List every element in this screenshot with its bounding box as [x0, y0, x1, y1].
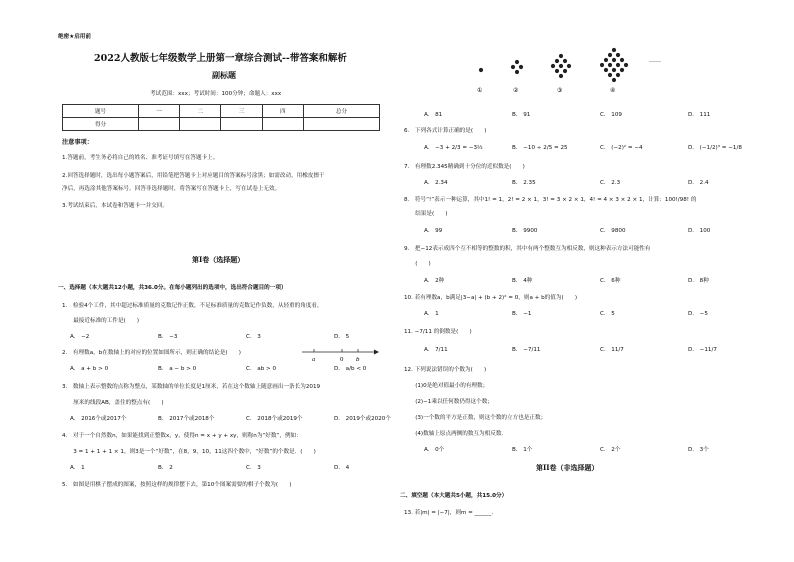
score-header: 二 — [180, 105, 221, 118]
part2-heading: 第II卷（非选择题） — [536, 463, 599, 472]
q2-option-c[interactable]: C. ab > 0 — [246, 366, 277, 372]
q13-stem[interactable]: 13. 若|m| = |−7|，则m = ______. — [404, 510, 494, 516]
q6-option-a[interactable]: A. −3 + 2/3 = −3⅔ — [424, 145, 483, 151]
note-line: 净后，再选涂其他答案标号。回答非选择题时，将答案写在答题卡上，写在试卷上无效。 — [62, 186, 281, 192]
q2-option-b[interactable]: B. a − b > 0 — [158, 366, 197, 372]
q12-statement: (3)一个数的平方是正数，则这个数的立方也是正数； — [404, 415, 547, 421]
pattern-2 — [511, 60, 523, 74]
q4-options — [70, 465, 422, 472]
q12-statement: (4)数轴上原点两侧的数互为相反数． — [404, 431, 508, 437]
q3-option-d[interactable]: D. 2019个或2020个 — [334, 416, 391, 422]
q10-options — [424, 311, 776, 318]
q8-option-a[interactable]: A. 99 — [424, 228, 443, 234]
q11-option-c[interactable]: C. 11/7 — [600, 347, 624, 353]
q1-option-b[interactable]: B. −3 — [158, 334, 178, 340]
figure-label-3: ③ — [557, 87, 563, 94]
q4-option-c[interactable]: C. 3 — [246, 465, 261, 471]
score-cell[interactable] — [303, 118, 379, 131]
q3-option-b[interactable]: B. 2017个或2018个 — [158, 416, 215, 422]
q9-option-a[interactable]: A. 2种 — [424, 278, 445, 284]
q12-stem: 12. 下列说法错误的个数为( ) — [404, 367, 487, 373]
q9-options — [424, 278, 776, 285]
q7-options — [424, 180, 776, 187]
q5-option-c[interactable]: C. 109 — [600, 112, 622, 118]
q11-stem: 11. −7/11 的倒数是( ) — [404, 329, 472, 335]
q8-stem: 结果是( ) — [404, 211, 448, 217]
part1-heading: 第I卷（选择题） — [192, 255, 245, 264]
q7-option-d[interactable]: D. 2.4 — [688, 180, 709, 186]
q9-option-d[interactable]: D. 8种 — [688, 278, 709, 284]
number-line-figure — [300, 345, 380, 363]
q6-stem: 6. 下列各式计算正确的是( ) — [404, 128, 487, 134]
axis-label-0: 0 — [340, 357, 344, 363]
q2-options — [70, 366, 422, 373]
exam-title: 2022人教版七年级数学上册第一章综合测试--带答案和解析 — [94, 53, 347, 64]
q3-stem: 厘米的线段AB，盖住的整点有( ) — [62, 400, 164, 406]
q8-option-c[interactable]: C. 9800 — [600, 228, 626, 234]
q1-stem: 最接近标准的工件是( ) — [62, 318, 140, 324]
q11-option-a[interactable]: A. 7/11 — [424, 347, 448, 353]
note-line: 3.考试结束后，本试卷和答题卡一并交回。 — [62, 203, 169, 209]
score-header: 总分 — [303, 105, 379, 118]
note-line: 2.回答选择题时，选出每小题答案后，用铅笔把答题卡上对应题目的答案标号涂黑；如需改动，用橡皮擦干 — [62, 173, 325, 179]
q11-option-d[interactable]: D. −11/7 — [688, 347, 717, 353]
q12-option-a[interactable]: A. 0个 — [424, 447, 445, 453]
note-line: 1.答题前，考生务必将自己的姓名、准考证号填写在答题卡上。 — [62, 155, 219, 161]
pattern-1 — [479, 68, 483, 72]
section2-heading: 二、填空题（本大题共5小题，共15.0分） — [400, 493, 508, 499]
q9-stem: ( ) — [404, 261, 431, 267]
q5-stem: 5. 如图是用棋子摆成的图案，按照这样的规律摆下去，第10个图案需要的棋子个数为( ) — [62, 482, 292, 488]
q7-option-a[interactable]: A. 2.34 — [424, 180, 448, 186]
q5-options — [424, 112, 776, 119]
q2-option-a[interactable]: A. a + b > 0 — [70, 366, 109, 372]
score-cell[interactable] — [180, 118, 221, 131]
q7-stem: 7. 有理数2.345精确到十分位的近似数是( ) — [404, 164, 525, 170]
q9-option-c[interactable]: C. 6种 — [600, 278, 621, 284]
score-header: 三 — [221, 105, 262, 118]
q12-option-c[interactable]: C. 2个 — [600, 447, 621, 453]
q3-stem: 3. 数轴上表示整数的点称为整点，某数轴的单位长度是1厘米，若在这个数轴上随意画出一条长为2019 — [62, 384, 321, 390]
figure-label-2: ② — [513, 87, 519, 94]
section1-heading: 一、选择题（本大题共12小题，共36.0分。在每小题列出的选项中，选出符合题目的一项） — [58, 285, 287, 291]
exam-info: 考试范围：xxx；考试时间：100分钟；命题人：xxx — [150, 91, 282, 97]
notes-heading: 注意事项： — [62, 139, 93, 146]
q12-option-b[interactable]: B. 1个 — [512, 447, 533, 453]
q10-option-d[interactable]: D. −5 — [688, 311, 708, 317]
q12-statement: (2)−1乘以任何数仍得这个数； — [404, 399, 493, 405]
q9-stem: 9. 把−12表示成四个互不相等的整数的积，其中有两个整数互为相反数，则这种表示方法可能性有 — [404, 246, 651, 252]
q8-option-b[interactable]: B. 9900 — [512, 228, 538, 234]
score-cell[interactable] — [139, 118, 180, 131]
q12-options — [424, 447, 776, 454]
axis-label-a: a — [312, 357, 316, 363]
q6-option-c[interactable]: C. (−2)² = −4 — [600, 145, 643, 151]
q6-options — [424, 145, 776, 152]
score-cell[interactable] — [221, 118, 262, 131]
q11-options — [424, 347, 776, 354]
q1-option-a[interactable]: A. −2 — [70, 334, 90, 340]
q3-option-c[interactable]: C. 2018个或2019个 — [246, 416, 303, 422]
q1-option-d[interactable]: D. 5 — [334, 334, 350, 340]
q12-statement: (1)0是绝对值最小的有理数； — [404, 383, 489, 389]
score-table — [62, 104, 380, 131]
q2-stem: 2. 有理数a，b在数轴上的对应的位置如图所示，则正确的结论是( ) — [62, 350, 241, 356]
q8-stem: 8. 符号“!”表示一种运算，其中1! = 1，2! = 2 × 1，3! = 3 × 2 × 1，4! = 4 × 3 × 2 × 1，计算：100!/98! 的 — [404, 197, 697, 203]
q11-option-b[interactable]: B. −7/11 — [512, 347, 541, 353]
q8-option-d[interactable]: D. 100 — [688, 228, 711, 234]
q3-options — [70, 416, 422, 423]
q1-options — [70, 334, 422, 341]
q7-option-c[interactable]: C. 2.3 — [600, 180, 621, 186]
q4-stem: 4. 对于一个自然数n，如果能找到正整数x，y，使得n = x + y + xy，则称n为“好数”，例如： — [62, 433, 302, 439]
q4-option-a[interactable]: A. 1 — [70, 465, 85, 471]
score-header: 四 — [262, 105, 303, 118]
q5-option-d[interactable]: D. 111 — [688, 112, 711, 118]
q10-option-b[interactable]: B. −1 — [512, 311, 532, 317]
q12-option-d[interactable]: D. 3个 — [688, 447, 709, 453]
q5-option-a[interactable]: A. 81 — [424, 112, 443, 118]
figure-label-4: ④ — [610, 87, 616, 94]
confidential-label: 绝密★启用前 — [58, 34, 91, 40]
q9-option-b[interactable]: B. 4种 — [512, 278, 533, 284]
q4-stem: 3 = 1 + 1 + 1 × 1，则3是一个“好数”，在8，9，10，11这四个数中，“好数”的个数是．( ) — [62, 449, 316, 455]
exam-subtitle: 副标题 — [212, 70, 236, 80]
pattern-3 — [551, 54, 571, 78]
chess-pattern-figure — [465, 40, 665, 96]
score-row-label: 得分 — [63, 118, 139, 131]
q4-option-d[interactable]: D. 4 — [334, 465, 350, 471]
q3-option-a[interactable]: A. 2016个或2017个 — [70, 416, 127, 422]
score-header: 题号 — [63, 105, 139, 118]
score-header: 一 — [139, 105, 180, 118]
q10-stem: 10. 若有理数a，b满足|3−a| + (b + 2)² = 0，则a + b的值为( ) — [404, 295, 577, 301]
q4-option-b[interactable]: B. 2 — [158, 465, 173, 471]
figure-ellipsis: …… — [649, 57, 661, 64]
axis-label-b: b — [356, 357, 360, 363]
score-cell[interactable] — [262, 118, 303, 131]
q1-stem: 1. 检验4个工件，其中超过标准质量的克数记作正数，不足标准质量的克数记作负数，从轻重的角度看， — [62, 303, 323, 309]
q6-option-b[interactable]: B. −10 ÷ 2/5 = 25 — [512, 145, 568, 151]
q1-option-c[interactable]: C. 3 — [246, 334, 261, 340]
q10-option-a[interactable]: A. 1 — [424, 311, 439, 317]
q10-option-c[interactable]: C. 5 — [600, 311, 615, 317]
q6-option-d[interactable]: D. (−1/2)³ = −1/8 — [688, 145, 742, 151]
figure-label-1: ① — [477, 87, 483, 94]
pattern-4 — [600, 48, 628, 82]
q8-options — [424, 228, 776, 235]
q7-option-b[interactable]: B. 2.35 — [512, 180, 536, 186]
q2-option-d[interactable]: D. a/b < 0 — [334, 366, 367, 372]
q5-option-b[interactable]: B. 91 — [512, 112, 531, 118]
